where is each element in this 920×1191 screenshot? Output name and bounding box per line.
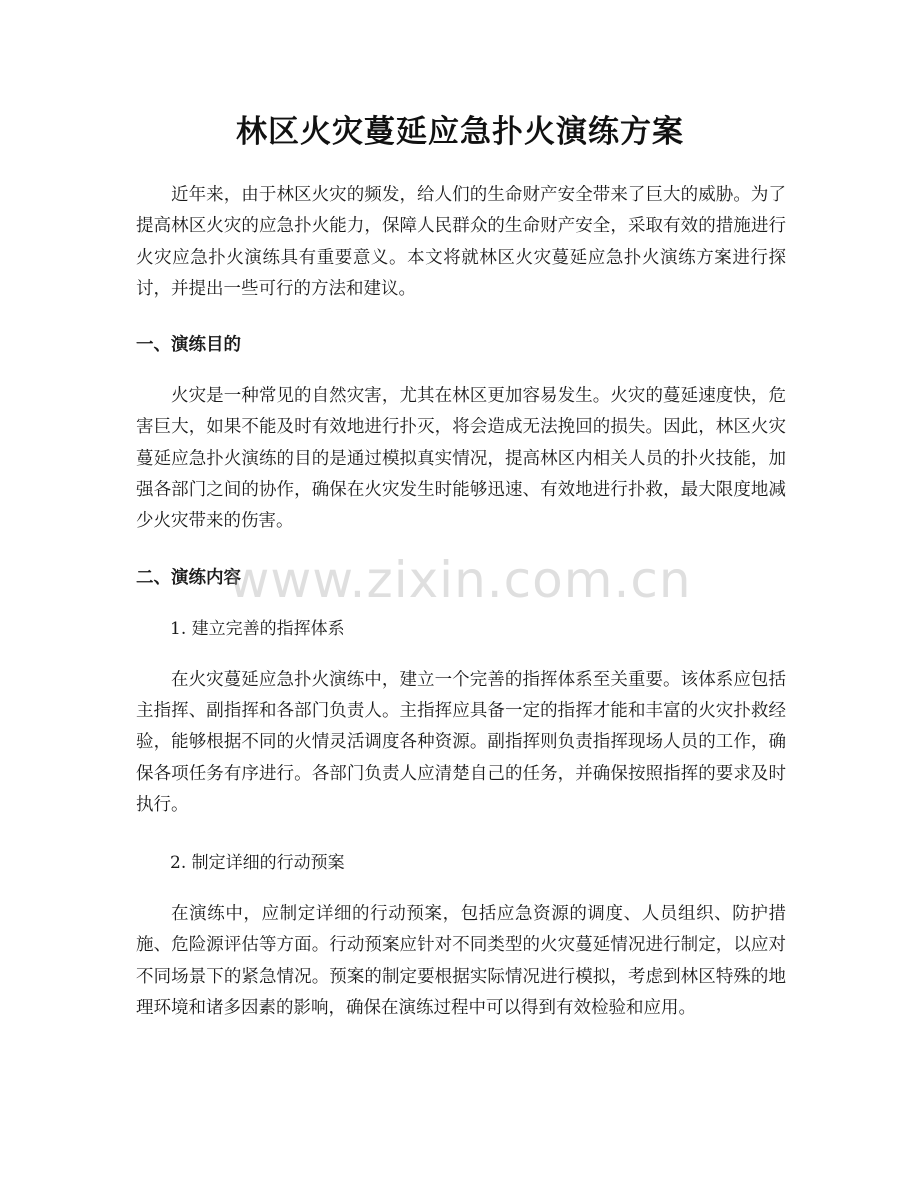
- section-heading-content: 二、演练内容: [136, 567, 241, 588]
- subheading-command-system: 1. 建立完善的指挥体系: [170, 618, 345, 639]
- purpose-paragraph: 火灾是一种常见的自然灾害，尤其在林区更加容易发生。火灾的蔓延速度快，危害巨大，如果不能及时有效地进行扑灭，将会造成无法挽回的损失。因此，林区火灾蔓延应急扑火演练的目的是通过模拟真实情况，提高林区内相关人员的扑火技能，加强各部门之间的协作，确保在火灾发生时能够迅速、有效地进行扑救，最大限度地减少火灾带来的伤害。: [136, 386, 786, 532]
- intro-paragraph: 近年来，由于林区火灾的频发，给人们的生命财产安全带来了巨大的威胁。为了提高林区火灾的应急扑火能力，保障人民群众的生命财产安全，采取有效的措施进行火灾应急扑火演练具有重要意义。本文将就林区火灾蔓延应急扑火演练方案进行探讨，并提出一些可行的方法和建议。: [136, 185, 786, 299]
- document-title: 林区火灾蔓延应急扑火演练方案: [236, 114, 684, 150]
- subheading-action-plan: 2. 制定详细的行动预案: [170, 853, 345, 874]
- watermark: www.zixin.com.cn: [228, 551, 692, 609]
- action-plan-paragraph: 在演练中，应制定详细的行动预案，包括应急资源的调度、人员组织、防护措施、危险源评估等方面。行动预案应针对不同类型的火灾蔓延情况进行制定，以应对不同场景下的紧急情况。预案的制定要根据实际情况进行模拟，考虑到林区特殊的地理环境和诸多因素的影响，确保在演练过程中可以得到有效检验和应用。: [136, 904, 786, 1019]
- document-body: [136, 180, 786, 1024]
- command-system-paragraph: 在火灾蔓延应急扑火演练中，建立一个完善的指挥体系至关重要。该体系应包括主指挥、副指挥和各部门负责人。主指挥应具备一定的指挥才能和丰富的火灾扑救经验，能够根据不同的火情灵活调度各种资源。副指挥则负责指挥现场人员的工作，确保各项任务有序进行。各部门负责人应清楚自己的任务，并确保按照指挥的要求及时执行。: [136, 669, 786, 815]
- section-heading-purpose: 一、演练目的: [136, 335, 241, 356]
